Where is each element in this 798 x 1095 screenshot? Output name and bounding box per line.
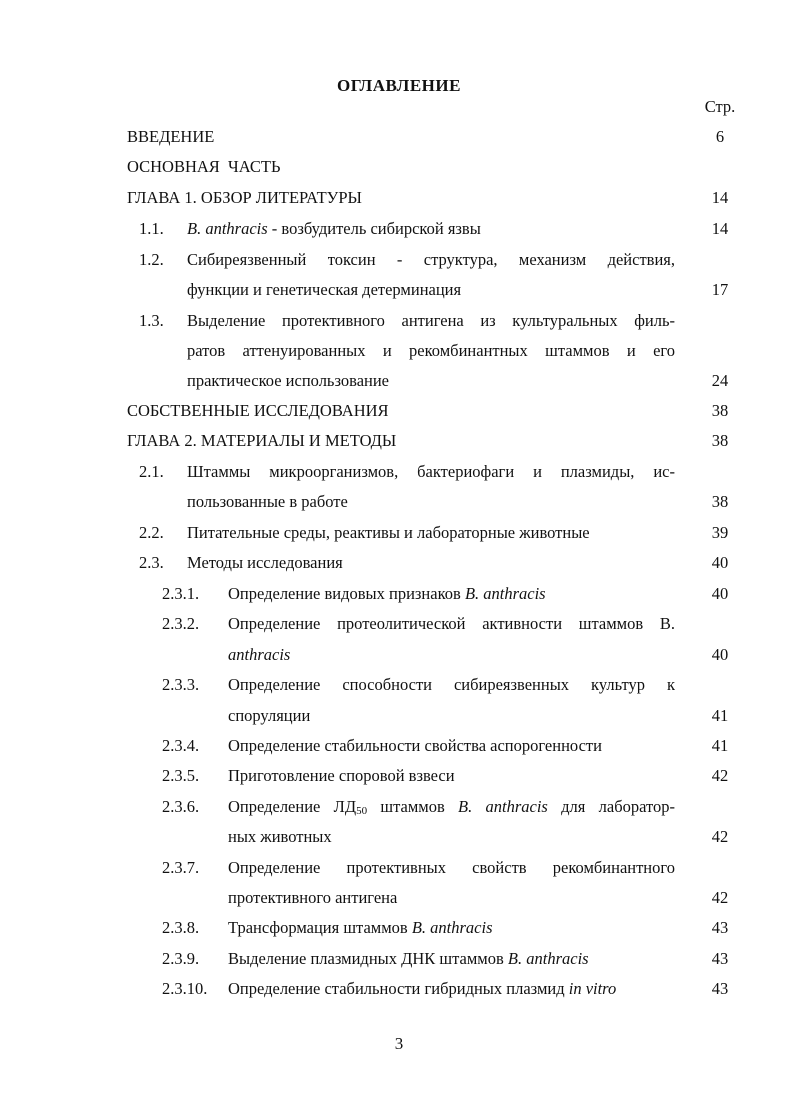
toc-page-number: 43 bbox=[711, 918, 729, 937]
toc-page-number: 42 bbox=[711, 766, 729, 785]
toc-page-number: 40 bbox=[711, 584, 729, 603]
toc-entry-1-1 bbox=[187, 217, 481, 241]
entry-text: штаммов bbox=[367, 797, 459, 816]
entry-text: Выделение плазмидных ДНК штаммов bbox=[228, 949, 508, 968]
toc-page-number: 14 bbox=[711, 219, 729, 238]
page-column-header: Стр. bbox=[704, 97, 736, 116]
toc-section-number: 2.3.4. bbox=[162, 736, 200, 755]
toc-entry-2-3: Методы исследования bbox=[187, 553, 343, 572]
toc-entry-introduction: ВВЕДЕНИЕ bbox=[127, 127, 215, 146]
toc-section-number: 2.3.3. bbox=[162, 675, 200, 694]
toc-entry-2-3-3-line2: споруляции bbox=[228, 706, 311, 725]
toc-entry-2-3-2-line2: anthracis bbox=[228, 645, 291, 664]
entry-text: Определение стабильности гибридных плазмид bbox=[228, 979, 569, 998]
toc-section-number: 2.3.5. bbox=[162, 766, 200, 785]
toc-section-number: 1.1. bbox=[139, 219, 164, 238]
toc-section-number: 2.3.9. bbox=[162, 949, 200, 968]
toc-entry-1-2-line1: Сибиреязвенный токсин - структура, механизм действия, bbox=[187, 250, 675, 269]
toc-section-number: 2.3.6. bbox=[162, 797, 200, 816]
toc-entry-chapter-2: ГЛАВА 2. МАТЕРИАЛЫ И МЕТОДЫ bbox=[127, 431, 397, 450]
toc-entry-2-3-6-line2: ных животных bbox=[228, 827, 332, 846]
toc-page-number: 17 bbox=[711, 280, 729, 299]
toc-entry-1-3-line3: практическое использование bbox=[187, 371, 390, 390]
entry-text: - возбудитель сибирской язвы bbox=[267, 219, 481, 238]
toc-section-number: 2.3.1. bbox=[162, 584, 200, 603]
toc-entry-2-3-7-line1: Определение протективных свойств рекомбинантного bbox=[228, 858, 675, 877]
toc-page-number: 14 bbox=[711, 188, 729, 207]
species-name: B. anthracis bbox=[507, 949, 589, 968]
toc-entry-2-3-10 bbox=[228, 977, 616, 1001]
toc-section-number: 2.3.7. bbox=[162, 858, 200, 877]
toc-entry-2-3-6-line1 bbox=[228, 795, 675, 819]
toc-section-number: 2.3.8. bbox=[162, 918, 200, 937]
toc-page-number: 38 bbox=[711, 401, 729, 420]
toc-section-number: 2.1. bbox=[139, 462, 164, 481]
latin-term: in vitro bbox=[568, 979, 617, 998]
entry-text: для лаборатор- bbox=[547, 797, 675, 816]
subscript: 50 bbox=[356, 805, 368, 817]
species-name: B. anthracis bbox=[458, 797, 548, 816]
toc-entry-2-3-9 bbox=[228, 947, 589, 971]
toc-entry-2-3-7-line2: протективного антигена bbox=[228, 888, 398, 907]
toc-entry-2-3-3-line1: Определение способности сибиреязвенных культур к bbox=[228, 675, 675, 694]
toc-entry-2-3-1 bbox=[228, 582, 546, 606]
toc-entry-1-3-line1: Выделение протективного антигена из культуральных филь- bbox=[187, 311, 675, 330]
toc-section-number: 1.3. bbox=[139, 311, 164, 330]
toc-page-number: 43 bbox=[711, 979, 729, 998]
toc-page-number: 38 bbox=[711, 431, 729, 450]
toc-page-number: 43 bbox=[711, 949, 729, 968]
entry-text: Определение ЛД bbox=[228, 797, 357, 816]
toc-entry-2-3-8 bbox=[228, 916, 493, 940]
footer-page-number: 3 bbox=[394, 1034, 404, 1053]
toc-page-number: 42 bbox=[711, 888, 729, 907]
toc-section-number: 2.3.2. bbox=[162, 614, 200, 633]
toc-page-number: 24 bbox=[711, 371, 729, 390]
toc-page-number: 42 bbox=[711, 827, 729, 846]
toc-section-number: 2.3. bbox=[139, 553, 164, 572]
species-name: B. anthracis bbox=[187, 219, 268, 238]
toc-entry-own-research: СОБСТВЕННЫЕ ИССЛЕДОВАНИЯ bbox=[127, 401, 389, 420]
species-name: B. anthracis bbox=[464, 584, 546, 603]
toc-section-number: 2.3.10. bbox=[162, 979, 208, 998]
toc-entry-1-3-line2: ратов аттенуированных и рекомбинантных штаммов и его bbox=[187, 341, 675, 360]
toc-entry-chapter-1: ГЛАВА 1. ОБЗОР ЛИТЕРАТУРЫ bbox=[127, 188, 362, 207]
toc-page-number: 41 bbox=[711, 736, 729, 755]
toc-page-number: 6 bbox=[715, 127, 725, 146]
toc-page-number: 41 bbox=[711, 706, 729, 725]
toc-page-number: 40 bbox=[711, 645, 729, 664]
entry-text: Определение видовых признаков bbox=[228, 584, 465, 603]
toc-section-number: 1.2. bbox=[139, 250, 164, 269]
toc-page-number: 39 bbox=[711, 523, 729, 542]
species-name: B. anthracis bbox=[411, 918, 493, 937]
toc-entry-2-3-5: Приготовление споровой взвеси bbox=[228, 766, 455, 785]
toc-entry-2-1-line1: Штаммы микроорганизмов, бактериофаги и плазмиды, ис- bbox=[187, 462, 675, 481]
toc-entry-2-3-2-line1: Определение протеолитической активности штаммов B. bbox=[228, 614, 675, 633]
toc-entry-2-3-4: Определение стабильности свойства аспорогенности bbox=[228, 736, 602, 755]
entry-text: Трансформация штаммов bbox=[228, 918, 412, 937]
toc-section-number: 2.2. bbox=[139, 523, 164, 542]
toc-page-number: 38 bbox=[711, 492, 729, 511]
toc-entry-2-2: Питательные среды, реактивы и лабораторные животные bbox=[187, 523, 590, 542]
toc-entry-1-2-line2: функции и генетическая детерминация bbox=[187, 280, 462, 299]
toc-title: ОГЛАВЛЕНИЕ bbox=[337, 76, 461, 95]
toc-page-number: 40 bbox=[711, 553, 729, 572]
toc-entry-main-part: ОСНОВНАЯ ЧАСТЬ bbox=[127, 157, 281, 176]
toc-entry-2-1-line2: пользованные в работе bbox=[187, 492, 348, 511]
